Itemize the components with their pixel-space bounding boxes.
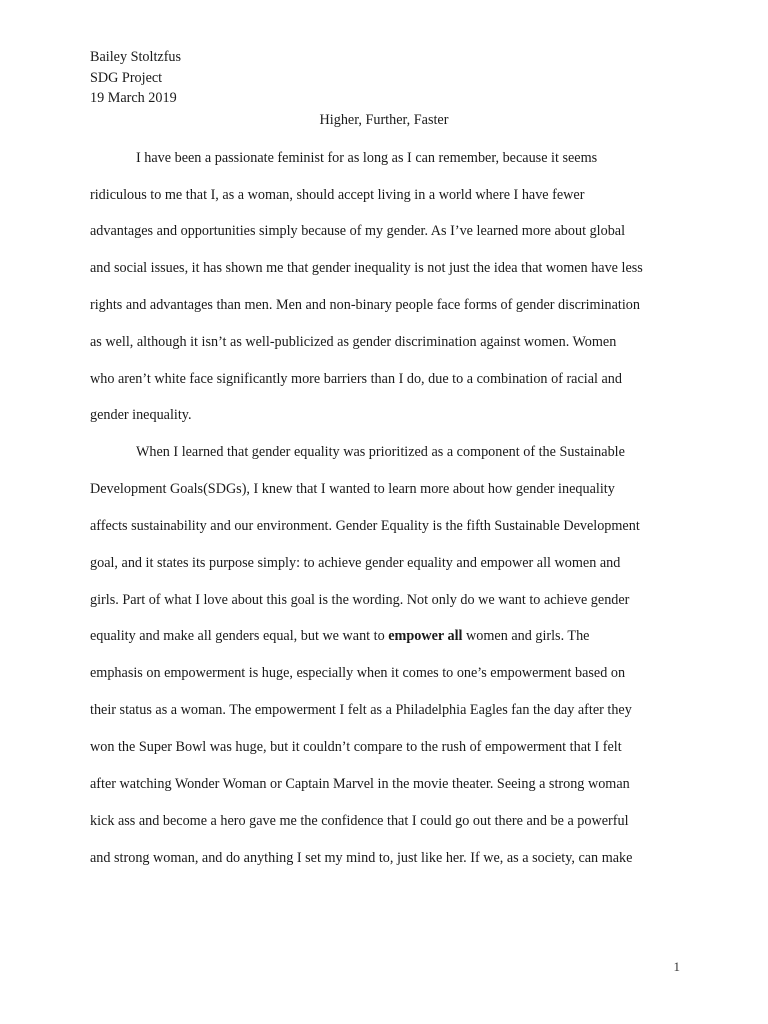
page-number: 1 bbox=[673, 959, 680, 974]
emphasis-line-start: equality and make all genders equal, but we want to bbox=[90, 628, 389, 644]
paragraph-2-line: affects sustainability and our environment. Gender Equality is the fifth Sustainable Development bbox=[90, 518, 640, 534]
paragraph-1-line: I have been a passionate feminist for as long as I can remember, because it seems bbox=[136, 150, 598, 166]
paragraph-2-emphasis-line bbox=[90, 626, 589, 646]
paragraph-1-line: advantages and opportunities simply because of my gender. As I’ve learned more about global bbox=[90, 223, 626, 239]
paragraph-2-line: won the Super Bowl was huge, but it couldn’t compare to the rush of empowerment that I felt bbox=[90, 739, 622, 755]
author-name: Bailey Stoltzfus bbox=[90, 49, 182, 65]
paragraph-2-line: Development Goals(SDGs), I knew that I wanted to learn more about how gender inequality bbox=[90, 481, 615, 497]
paragraph-2-line: after watching Wonder Woman or Captain Marvel in the movie theater. Seeing a strong woman bbox=[90, 776, 630, 792]
course-name: SDG Project bbox=[90, 69, 163, 86]
paragraph-2-line: kick ass and become a hero gave me the confidence that I could go out there and be a powerful bbox=[90, 813, 629, 829]
paragraph-2-line: When I learned that gender equality was prioritized as a component of the Sustainable bbox=[136, 444, 625, 460]
emphasis-line-end: women and girls. The bbox=[462, 628, 590, 644]
paragraph-2-line: emphasis on empowerment is huge, especially when it comes to one’s empowerment based on bbox=[90, 665, 626, 681]
paragraph-1-line: rights and advantages than men. Men and non-binary people face forms of gender discrimination bbox=[90, 297, 640, 313]
document-title: Higher, Further, Faster bbox=[319, 112, 449, 128]
paragraph-2-line: their status as a woman. The empowerment I felt as a Philadelphia Eagles fan the day after they bbox=[90, 702, 632, 718]
paragraph-1-line: ridiculous to me that I, as a woman, should accept living in a world where I have fewer bbox=[90, 187, 585, 203]
paragraph-1-line: who aren’t white face significantly more barriers than I do, due to a combination of racial and bbox=[90, 371, 622, 387]
paragraph-2-line: girls. Part of what I love about this goal is the wording. Not only do we want to achieve gender bbox=[90, 592, 630, 608]
paragraph-1-line: and social issues, it has shown me that gender inequality is not just the idea that women have less bbox=[90, 260, 643, 276]
document-date: 19 March 2019 bbox=[90, 90, 177, 106]
paragraph-2-line: and strong woman, and do anything I set my mind to, just like her. If we, as a society, can make bbox=[90, 850, 633, 866]
bold-emphasis-text: empower all bbox=[388, 628, 463, 644]
paragraph-2-line: goal, and it states its purpose simply: to achieve gender equality and empower all women and bbox=[90, 555, 621, 571]
document-header bbox=[90, 47, 181, 109]
paragraph-1-line: gender inequality. bbox=[90, 407, 192, 423]
paragraph-1-line: as well, although it isn’t as well-publicized as gender discrimination against women. Women bbox=[90, 334, 617, 350]
